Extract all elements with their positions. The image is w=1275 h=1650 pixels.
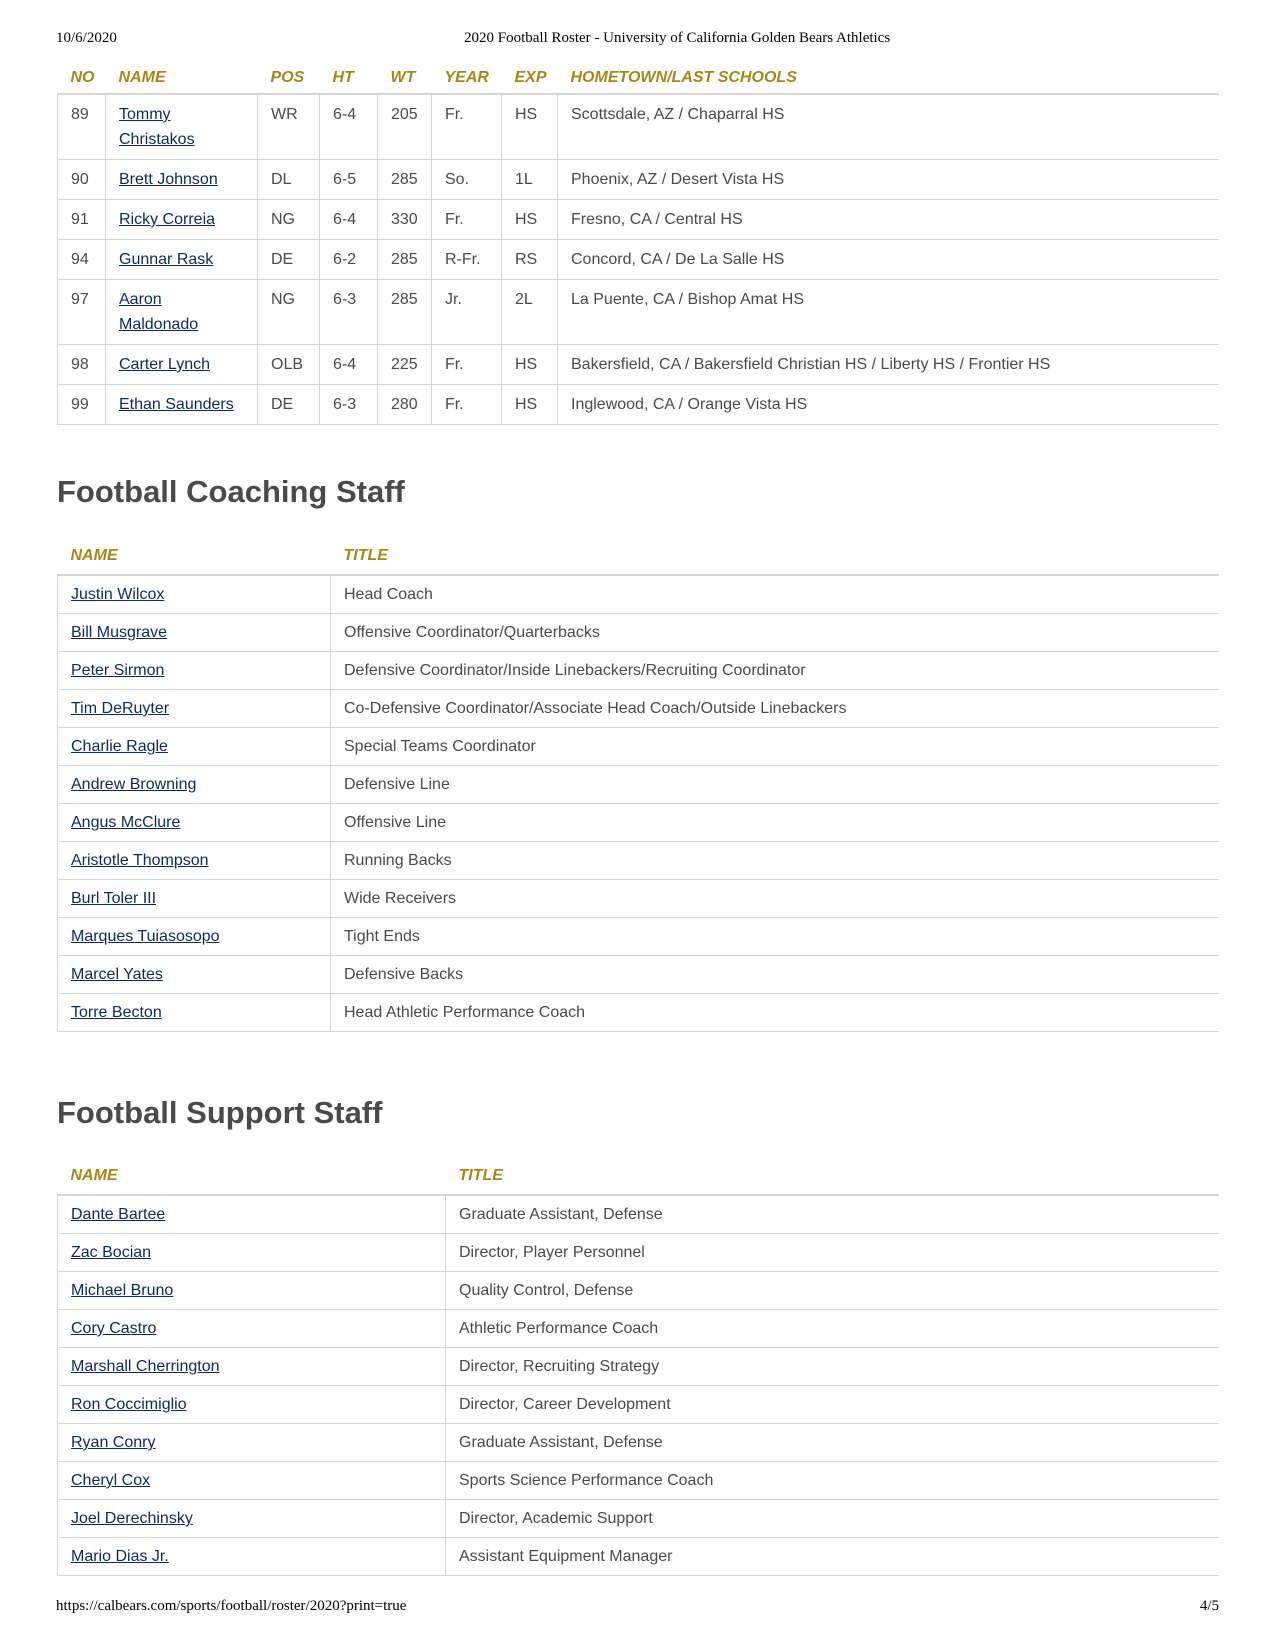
support-title: Athletic Performance Coach (459, 1320, 659, 1337)
coach-name-link-cell (58, 728, 331, 766)
coach-title: Special Teams Coordinator (344, 738, 536, 755)
coach-name-link[interactable]: Torre Becton (71, 1004, 162, 1021)
player-year-cell (432, 94, 502, 160)
player-height: 6-4 (333, 106, 357, 123)
player-experience-cell (502, 345, 558, 385)
player-name-link[interactable]: Gunnar Rask (119, 251, 214, 268)
coach-name-link-cell (58, 652, 331, 690)
support-staff-table (57, 1157, 1219, 1576)
player-year: Fr. (445, 106, 464, 123)
player-number: 94 (71, 251, 89, 268)
support-name-link[interactable]: Michael Bruno (71, 1282, 174, 1299)
player-position: DE (271, 251, 294, 268)
player-number-cell (58, 94, 106, 160)
coach-title-cell (331, 766, 1220, 804)
support-row (58, 1195, 1220, 1234)
coach-title: Co-Defensive Coordinator/Associate Head Coach/Outside Linebackers (344, 700, 847, 717)
roster-row (58, 240, 1220, 280)
player-weight: 285 (391, 291, 418, 308)
support-name-link-cell (58, 1272, 446, 1310)
coach-name-link[interactable]: Marcel Yates (71, 966, 163, 983)
player-position: NG (271, 291, 295, 308)
coach-title-cell (331, 804, 1220, 842)
coach-name-link[interactable]: Aristotle Thompson (71, 852, 209, 869)
player-height: 6-2 (333, 251, 357, 268)
player-name-link-cell (106, 94, 258, 160)
player-height-cell (320, 385, 378, 425)
col-header-name: NAME (70, 1166, 118, 1184)
support-name-link-cell (58, 1538, 446, 1576)
player-weight: 205 (391, 106, 418, 123)
coach-row (58, 918, 1220, 956)
player-experience: HS (515, 211, 538, 228)
roster-table (57, 62, 1219, 425)
player-experience-cell (502, 280, 558, 345)
player-experience-cell (502, 385, 558, 425)
support-row (58, 1348, 1220, 1386)
player-weight-cell (378, 160, 432, 200)
col-header-pos: POS (270, 68, 305, 86)
coach-row (58, 575, 1220, 614)
support-title-cell (446, 1424, 1220, 1462)
coaching-staff-body (58, 575, 1220, 1032)
player-hometown: Scottsdale, AZ / Chaparral HS (571, 106, 785, 123)
support-staff-body (58, 1195, 1220, 1576)
player-height-cell (320, 160, 378, 200)
coach-row (58, 956, 1220, 994)
roster-row (58, 385, 1220, 425)
player-name-link[interactable]: Ethan Saunders (119, 396, 234, 413)
coach-row (58, 690, 1220, 728)
player-year: So. (445, 171, 470, 188)
support-title: Sports Science Performance Coach (459, 1472, 714, 1489)
player-name-link-cell (106, 345, 258, 385)
coach-title-cell (331, 842, 1220, 880)
coach-row (58, 842, 1220, 880)
support-row (58, 1386, 1220, 1424)
support-title-cell (446, 1272, 1220, 1310)
player-hometown-cell (558, 240, 1220, 280)
player-year: R-Fr. (445, 251, 481, 268)
player-hometown-cell (558, 345, 1220, 385)
support-title: Graduate Assistant, Defense (459, 1434, 663, 1451)
player-position: NG (271, 211, 295, 228)
player-experience: RS (515, 251, 538, 268)
support-name-link-cell (58, 1310, 446, 1348)
player-height: 6-3 (333, 291, 357, 308)
roster-row (58, 160, 1220, 200)
player-experience: 1L (515, 171, 533, 188)
coach-name-link-cell (58, 918, 331, 956)
support-title: Director, Academic Support (459, 1510, 653, 1527)
player-height: 6-5 (333, 171, 357, 188)
player-hometown-cell (558, 200, 1220, 240)
support-header-row (58, 1157, 1220, 1195)
player-position-cell (258, 240, 320, 280)
coach-title: Defensive Line (344, 776, 450, 793)
player-hometown-cell (558, 280, 1220, 345)
coach-name-link[interactable]: Peter Sirmon (71, 662, 165, 679)
player-position: WR (271, 106, 298, 123)
player-weight: 285 (391, 251, 418, 268)
support-name-link-cell (58, 1348, 446, 1386)
support-title-cell (446, 1386, 1220, 1424)
support-title-cell (446, 1348, 1220, 1386)
player-weight-cell (378, 280, 432, 345)
col-header-wt: WT (390, 68, 416, 86)
support-title: Director, Player Personnel (459, 1244, 645, 1261)
coach-title-cell (331, 994, 1220, 1032)
support-name-link-cell (58, 1195, 446, 1234)
col-header-ht: HT (332, 68, 354, 86)
coach-name-link[interactable]: Angus McClure (71, 814, 181, 831)
col-header-title: TITLE (458, 1166, 503, 1184)
col-header-hometown: HOMETOWN/LAST SCHOOLS (570, 68, 797, 86)
player-experience: HS (515, 106, 538, 123)
support-row (58, 1462, 1220, 1500)
player-number-cell (58, 345, 106, 385)
coach-title-cell (331, 575, 1220, 614)
support-title: Quality Control, Defense (459, 1282, 634, 1299)
player-position-cell (258, 160, 320, 200)
coach-title: Head Coach (344, 586, 433, 603)
support-row (58, 1234, 1220, 1272)
col-header-title: TITLE (343, 546, 388, 564)
player-name-link-cell (106, 200, 258, 240)
player-experience-cell (502, 240, 558, 280)
coach-name-link-cell (58, 575, 331, 614)
player-name-link[interactable]: Aaron Maldonado (119, 291, 199, 333)
player-experience-cell (502, 200, 558, 240)
player-hometown: Inglewood, CA / Orange Vista HS (571, 396, 808, 413)
player-name-link-cell (106, 280, 258, 345)
coach-title: Wide Receivers (344, 890, 457, 907)
support-row (58, 1272, 1220, 1310)
support-name-link[interactable]: Ron Coccimiglio (71, 1396, 187, 1413)
player-hometown: La Puente, CA / Bishop Amat HS (571, 291, 805, 308)
coach-row (58, 728, 1220, 766)
coach-row (58, 880, 1220, 918)
support-title-cell (446, 1234, 1220, 1272)
player-height-cell (320, 280, 378, 345)
print-footer (56, 1598, 1219, 1620)
player-experience: HS (515, 396, 538, 413)
player-position-cell (258, 94, 320, 160)
print-url: https://calbears.com/sports/football/roster/2020?print=true (56, 1598, 407, 1614)
coach-name-link-cell (58, 994, 331, 1032)
player-year-cell (432, 280, 502, 345)
coach-title-cell (331, 728, 1220, 766)
support-name-link[interactable]: Cory Castro (71, 1320, 157, 1337)
player-weight-cell (378, 94, 432, 160)
support-name-link-cell (58, 1462, 446, 1500)
roster-row (58, 94, 1220, 160)
player-height: 6-3 (333, 396, 357, 413)
support-name-link[interactable]: Mario Dias Jr. (71, 1548, 169, 1565)
coach-name-link-cell (58, 766, 331, 804)
coach-name-link[interactable]: Marques Tuiasosopo (71, 928, 220, 945)
support-name-link[interactable]: Ryan Conry (71, 1434, 156, 1451)
player-year-cell (432, 240, 502, 280)
coaching-staff-heading: Football Coaching Staff (57, 474, 405, 509)
player-height: 6-4 (333, 211, 357, 228)
player-height-cell (320, 200, 378, 240)
col-header-year: YEAR (444, 68, 489, 86)
player-number: 89 (71, 106, 89, 123)
coach-title: Defensive Backs (344, 966, 464, 983)
coach-title: Head Athletic Performance Coach (344, 1004, 586, 1021)
player-hometown: Concord, CA / De La Salle HS (571, 251, 785, 268)
player-experience-cell (502, 160, 558, 200)
coach-name-link-cell (58, 842, 331, 880)
support-title-cell (446, 1538, 1220, 1576)
player-year: Jr. (445, 291, 462, 308)
support-staff-heading: Football Support Staff (57, 1095, 383, 1130)
coach-name-link-cell (58, 956, 331, 994)
player-weight: 280 (391, 396, 418, 413)
player-position: OLB (271, 356, 304, 373)
coach-row (58, 614, 1220, 652)
roster-row (58, 345, 1220, 385)
coach-title: Offensive Line (344, 814, 446, 831)
player-number: 90 (71, 171, 89, 188)
player-hometown-cell (558, 385, 1220, 425)
support-title: Director, Career Development (459, 1396, 671, 1413)
support-name-link-cell (58, 1424, 446, 1462)
player-hometown-cell (558, 160, 1220, 200)
coach-name-link[interactable]: Burl Toler III (71, 890, 157, 907)
player-year: Fr. (445, 396, 464, 413)
player-number: 91 (71, 211, 89, 228)
player-year-cell (432, 200, 502, 240)
player-position: DE (271, 396, 294, 413)
support-row (58, 1500, 1220, 1538)
player-weight-cell (378, 345, 432, 385)
support-title: Director, Recruiting Strategy (459, 1358, 660, 1375)
support-name-link[interactable]: Dante Bartee (71, 1206, 166, 1223)
roster-row (58, 200, 1220, 240)
coach-name-link[interactable]: Tim DeRuyter (71, 700, 170, 717)
support-row (58, 1538, 1220, 1576)
player-number-cell (58, 200, 106, 240)
player-position-cell (258, 280, 320, 345)
col-header-name: NAME (118, 68, 166, 86)
player-height-cell (320, 94, 378, 160)
coach-name-link[interactable]: Andrew Browning (71, 776, 197, 793)
coach-title-cell (331, 880, 1220, 918)
player-name-link[interactable]: Tommy Christakos (119, 106, 195, 148)
support-title-cell (446, 1310, 1220, 1348)
coach-title: Tight Ends (344, 928, 420, 945)
support-title-cell (446, 1462, 1220, 1500)
col-header-no: NO (70, 68, 95, 86)
player-weight-cell (378, 385, 432, 425)
player-name-link-cell (106, 240, 258, 280)
player-position-cell (258, 200, 320, 240)
coach-row (58, 766, 1220, 804)
support-name-link[interactable]: Zac Bocian (71, 1244, 152, 1261)
support-name-link[interactable]: Joel Derechinsky (71, 1510, 193, 1527)
player-year-cell (432, 385, 502, 425)
player-hometown: Bakersfield, CA / Bakersfield Christian HS / Liberty HS / Frontier HS (571, 356, 1051, 373)
coach-title: Offensive Coordinator/Quarterbacks (344, 624, 600, 641)
player-name-link[interactable]: Ricky Correia (119, 211, 216, 228)
support-title: Graduate Assistant, Defense (459, 1206, 663, 1223)
player-experience: 2L (515, 291, 533, 308)
player-weight: 330 (391, 211, 418, 228)
support-row (58, 1310, 1220, 1348)
coach-title-cell (331, 690, 1220, 728)
coach-row (58, 994, 1220, 1032)
player-height-cell (320, 345, 378, 385)
support-name-link[interactable]: Marshall Cherrington (71, 1358, 220, 1375)
print-title: 2020 Football Roster - University of California Golden Bears Athletics (464, 30, 891, 46)
player-year-cell (432, 160, 502, 200)
coach-name-link-cell (58, 880, 331, 918)
coach-title: Defensive Coordinator/Inside Linebackers/Recruiting Coordinator (344, 662, 806, 679)
support-name-link[interactable]: Cheryl Cox (71, 1472, 151, 1489)
support-title: Assistant Equipment Manager (459, 1548, 673, 1565)
player-hometown-cell (558, 94, 1220, 160)
player-hometown: Phoenix, AZ / Desert Vista HS (571, 171, 785, 188)
player-number-cell (58, 385, 106, 425)
coach-name-link[interactable]: Charlie Ragle (71, 738, 168, 755)
coach-name-link[interactable]: Justin Wilcox (71, 586, 165, 603)
coaching-header-row (58, 537, 1220, 575)
player-number: 97 (71, 291, 89, 308)
player-number-cell (58, 240, 106, 280)
player-number: 99 (71, 396, 89, 413)
player-number: 98 (71, 356, 89, 373)
coach-title-cell (331, 918, 1220, 956)
coach-name-link-cell (58, 690, 331, 728)
roster-row (58, 280, 1220, 345)
player-name-link-cell (106, 385, 258, 425)
coach-name-link[interactable]: Bill Musgrave (71, 624, 168, 641)
roster-header-row (58, 62, 1220, 94)
player-experience-cell (502, 94, 558, 160)
player-name-link-cell (106, 160, 258, 200)
coach-title-cell (331, 652, 1220, 690)
coach-name-link-cell (58, 614, 331, 652)
coach-title: Running Backs (344, 852, 452, 869)
player-position-cell (258, 385, 320, 425)
player-hometown: Fresno, CA / Central HS (571, 211, 743, 228)
support-title-cell (446, 1500, 1220, 1538)
print-header (56, 30, 1219, 52)
player-name-link[interactable]: Carter Lynch (119, 356, 210, 373)
coach-row (58, 804, 1220, 842)
coach-row (58, 652, 1220, 690)
player-year: Fr. (445, 356, 464, 373)
player-height: 6-4 (333, 356, 357, 373)
player-weight: 285 (391, 171, 418, 188)
player-height-cell (320, 240, 378, 280)
coach-name-link-cell (58, 804, 331, 842)
coach-title-cell (331, 956, 1220, 994)
col-header-name: NAME (70, 546, 118, 564)
player-year: Fr. (445, 211, 464, 228)
page-number: 4/5 (1199, 1598, 1219, 1614)
support-row (58, 1424, 1220, 1462)
player-name-link[interactable]: Brett Johnson (119, 171, 218, 188)
player-number-cell (58, 280, 106, 345)
print-date: 10/6/2020 (56, 30, 117, 46)
player-weight: 225 (391, 356, 418, 373)
player-position-cell (258, 345, 320, 385)
player-experience: HS (515, 356, 538, 373)
player-year-cell (432, 345, 502, 385)
coach-title-cell (331, 614, 1220, 652)
roster-body (58, 94, 1220, 425)
support-name-link-cell (58, 1234, 446, 1272)
player-weight-cell (378, 200, 432, 240)
player-position: DL (271, 171, 292, 188)
support-name-link-cell (58, 1500, 446, 1538)
col-header-exp: EXP (514, 68, 547, 86)
player-number-cell (58, 160, 106, 200)
support-name-link-cell (58, 1386, 446, 1424)
support-title-cell (446, 1195, 1220, 1234)
coaching-staff-table (57, 537, 1219, 1032)
player-weight-cell (378, 240, 432, 280)
